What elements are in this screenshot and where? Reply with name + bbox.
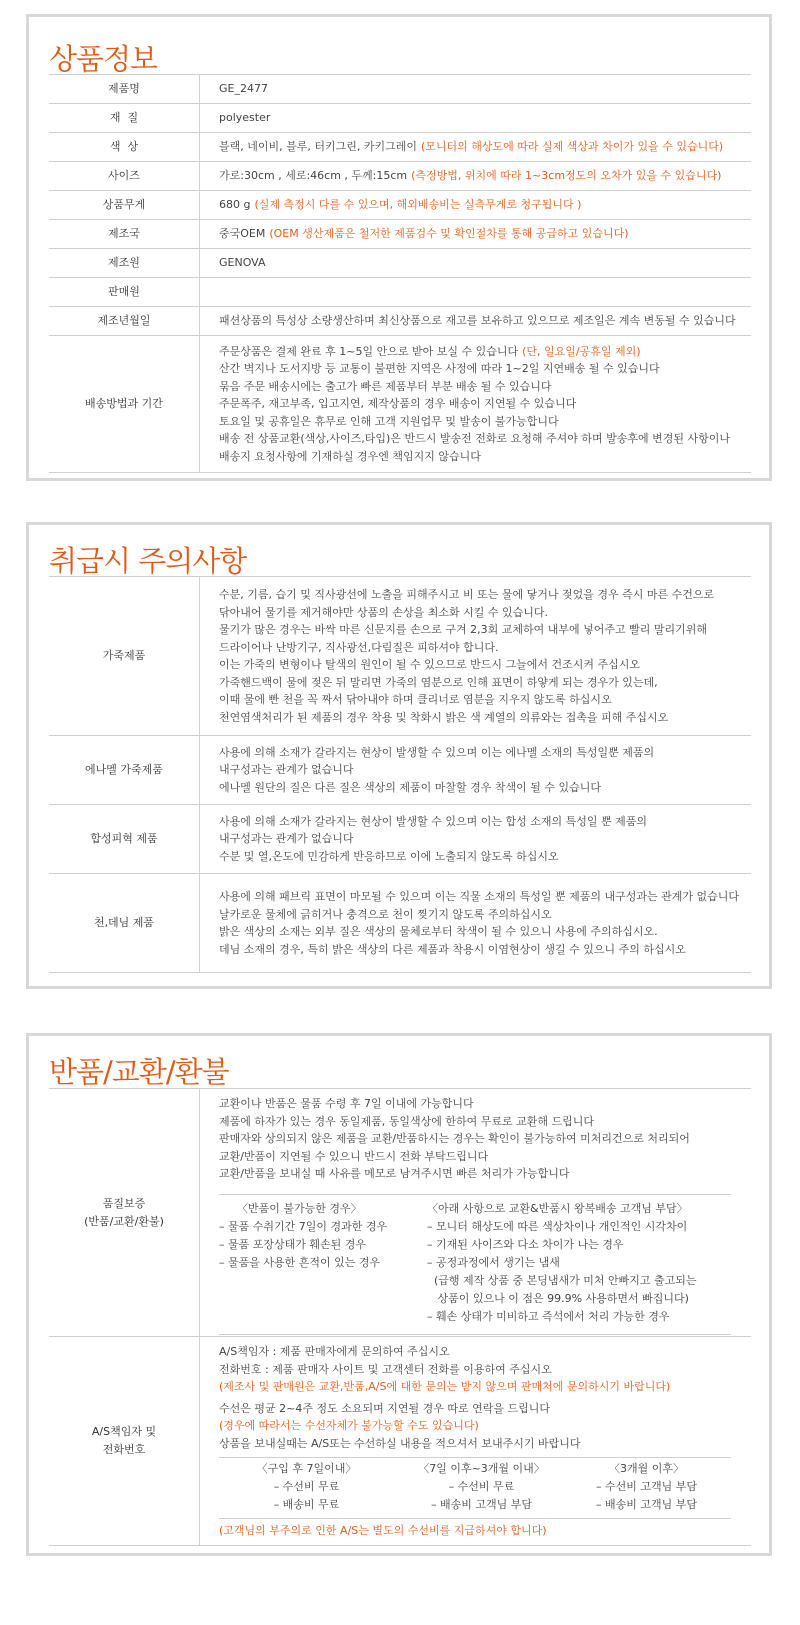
row-label: 합성피혁 제품 [49, 805, 200, 873]
info-row [49, 75, 751, 104]
care-table [49, 576, 751, 973]
as-repair-note: (경우에 따라서는 수선자체가 불가능할 수도 있습니다) [219, 1419, 479, 1432]
divider [219, 1457, 731, 1458]
value-note: (측정방법, 위치에 따라 1~3cm정도의 오차가 있을 수 있습니다) [411, 169, 722, 183]
section-title: 상품정보 [49, 42, 158, 76]
row-value [200, 104, 751, 132]
as-phone: 전화번호 : 제품 판매자 사이트 및 고객센터 전화를 이용하여 주십시오 [219, 1362, 552, 1376]
as-notice: (제조사 및 판매원은 교환,반품,A/S에 대한 문의는 받지 않으며 판매처에 문의하시기 바랍니다) [219, 1380, 671, 1393]
divider [219, 1518, 731, 1519]
row-label: 제품명 [49, 75, 200, 103]
period-repair: – 수선비 무료 [448, 1480, 515, 1493]
care-section [26, 522, 772, 989]
row-value [200, 307, 751, 335]
care-line: 물기가 많은 경우는 바싹 마른 신문지를 손으로 구겨 2,3회 교체하여 내부에 넣어주고 빨리 말리기위해 [219, 623, 707, 636]
care-line: 드라이어나 난방기구, 직사광선,다림질은 피하셔야 합니다. [219, 640, 499, 654]
row-value [200, 1089, 751, 1336]
product-info-table [49, 74, 751, 473]
info-row [49, 249, 751, 278]
value-note: (모니터의 해상도에 따라 실제 색상과 차이가 있을 수 있습니다) [421, 140, 724, 154]
info-row [49, 133, 751, 162]
row-value [200, 75, 751, 103]
care-line: 날카로운 물체에 긁히거나 충격으로 천이 찢기지 않도록 주의하십시오 [219, 907, 552, 921]
care-line: 이때 물에 빤 천을 꼭 짜서 닦아내야 하며 클리너로 염분을 지우지 않도록 하십시오 [219, 693, 612, 706]
row-value [200, 133, 751, 161]
customer-paid-list [427, 1200, 697, 1326]
quality-line: 제품에 하자가 있는 경우 동일제품, 동일색상에 한하여 무료로 교환해 드립니다 [219, 1114, 594, 1128]
condition-item: – 모니터 해상도에 따른 색상차이나 개인적인 시각차이 [427, 1219, 688, 1233]
row-label: 품질보증 (반품/교환/환불) [49, 1089, 200, 1336]
row-value [200, 1337, 751, 1545]
row-label: 사이즈 [49, 162, 200, 190]
value-text: 블랙, 네이비, 블루, 터키그린, 카키그레이 [219, 140, 417, 154]
section-title: 취급시 주의사항 [49, 544, 247, 578]
quality-line: 교환/반품이 지연될 수 있으니 반드시 전화 부탁드립니다 [219, 1149, 489, 1163]
value-text: polyester [219, 111, 271, 125]
row-value [200, 162, 751, 190]
info-row [49, 104, 751, 133]
care-line: 천연염색처리가 된 제품의 경우 착용 및 착화시 밝은 색 계열의 의류와는 접촉을 피해 주십시오 [219, 710, 669, 724]
info-row [49, 307, 751, 336]
shipping-note: (단, 일요일/공휴일 제외) [522, 344, 641, 358]
care-line: 사용에 의해 소재가 갈라지는 현상이 발생할 수 있으며 이는 에나멜 소재의 특성일뿐 제품의 [219, 745, 655, 759]
care-row [49, 874, 751, 973]
care-line: 닦아내어 물기를 제거해야만 상품의 손상을 최소화 시킬 수 있습니다. [219, 605, 548, 619]
care-line: 가죽핸드백이 물에 젖은 뒤 말리면 가죽의 염분으로 인해 표면이 하얗게 되는 경우가 있는데, [219, 675, 658, 689]
period-shipping: – 배송비 무료 [273, 1498, 340, 1511]
period-shipping: – 배송비 고객님 부담 [596, 1498, 697, 1511]
care-line: 밝은 색상의 소재는 외부 질은 색상의 물체로부터 착색이 될 수 있으니 사용에 주의하십시오. [219, 925, 658, 938]
as-footer: (고객님의 부주의로 인한 A/S는 별도의 수선비를 지급하셔야 합니다) [219, 1524, 547, 1537]
condition-item: 상품이 있으나 이 점은 99.9% 사용하면서 빠집니다) [427, 1291, 689, 1305]
condition-item: – 물품 포장상태가 훼손된 경우 [219, 1237, 366, 1251]
as-send-note: 상품을 보내실때는 A/S또는 수선하실 내용을 적으셔서 보내주시기 바랍니다 [219, 1436, 581, 1450]
shipping-line: 산간 벽지나 도서지방 등 교통이 불편한 지역은 사정에 따라 1~2일 지연배송 될 수 있습니다 [219, 362, 660, 376]
care-line: 수분 및 열,온도에 민감하게 반응하므로 이에 노출되지 않도록 하십시오 [219, 849, 559, 863]
as-repair-period: 수선은 평균 2~4주 정도 소요되며 지연될 경우 따로 연락을 드립니다 [219, 1401, 550, 1415]
value-text: GENOVA [219, 256, 266, 270]
quality-line: 교환이나 반품은 물품 수령 후 7일 이내에 가능합니다 [219, 1097, 474, 1110]
value-note: (OEM 생산제품은 철저한 제품검수 및 확인절차를 통해 공급하고 있습니다) [269, 227, 629, 241]
condition-item: – 물품을 사용한 흔적이 있는 경우 [219, 1255, 381, 1269]
care-row [49, 577, 751, 736]
as-manager: A/S책임자 : 제품 판매자에게 문의하여 주십시오 [219, 1345, 450, 1358]
condition-item: – 공정과정에서 생기는 냄새 [427, 1255, 560, 1269]
section-title: 반품/교환/환불 [49, 1055, 229, 1089]
row-value [200, 577, 751, 735]
condition-item: (급행 제작 상품 중 본딩냄새가 미처 안빠지고 출고되는 [427, 1273, 697, 1287]
value-note: (실제 측정시 다를 수 있으며, 해외배송비는 실측무게로 청구됩니다 ) [254, 198, 582, 212]
care-line: 에나멜 원단의 질은 다른 질은 색상의 제품이 마찰할 경우 착색이 될 수 있습니다 [219, 780, 601, 794]
period-title: 〈구입 후 7일이내〉 [256, 1462, 357, 1475]
row-value [200, 736, 751, 804]
condition-item: 〈반품이 불가능한 경우〉 [237, 1201, 362, 1215]
period-title: 〈7일 이후~3개월 이내〉 [418, 1462, 545, 1475]
row-label: 재 질 [49, 104, 200, 132]
row-label: 제조국 [49, 220, 200, 248]
row-label: 가죽제품 [49, 577, 200, 735]
condition-item: – 기재된 사이즈와 다소 차이가 나는 경우 [427, 1237, 624, 1251]
returns-table [49, 1088, 751, 1546]
shipping-line: 배송 전 상품교환(색상,사이즈,타입)은 반드시 발송전 전화로 요청해 주셔야 하며 발송후에 변경된 사항이나 [219, 432, 730, 446]
shipping-line: 주문폭주, 재고부족, 입고지연, 제작상품의 경우 배송이 지연될 수 있습니다 [219, 397, 577, 411]
info-row [49, 220, 751, 249]
value-text: 680 g [219, 198, 251, 212]
row-value [200, 336, 751, 472]
shipping-line: 묶음 주문 배송시에는 출고가 빠른 제품부터 부분 배송 될 수 있습니다 [219, 379, 552, 393]
non-returnable-list [219, 1200, 427, 1326]
row-label: A/S책임자 및 전화번호 [49, 1337, 200, 1545]
row-value [200, 191, 751, 219]
care-line: 이는 가죽의 변형이나 탈색의 원인이 될 수 있으므로 반드시 그늘에서 건조시켜 주십시오 [219, 658, 640, 671]
period-title: 〈3개월 이후〉 [609, 1462, 684, 1475]
quality-line: 교환/반품을 보내실 때 사유를 메모로 남겨주시면 빠른 처리가 가능합니다 [219, 1167, 570, 1180]
info-row [49, 278, 751, 307]
quality-row [49, 1089, 751, 1337]
divider [219, 1334, 731, 1335]
period-column [394, 1460, 569, 1514]
row-label: 천,데님 제품 [49, 874, 200, 972]
row-value [200, 805, 751, 873]
shipping-line: 배송지 요청사항에 기재하실 경우엔 책임지지 않습니다 [219, 449, 481, 463]
as-row [49, 1337, 751, 1546]
row-label: 색 상 [49, 133, 200, 161]
divider [219, 1194, 731, 1195]
care-line: 내구성과는 관계가 없습니다 [219, 832, 354, 846]
condition-item: 〈아래 사항으로 교환&반품시 왕복배송 고객님 부담〉 [427, 1201, 688, 1215]
care-line: 내구성과는 관계가 없습니다 [219, 763, 354, 777]
care-line: 사용에 의해 패브릭 표면이 마모될 수 있으며 이는 직물 소재의 특성일 뿐 제품의 내구성과는 관계가 없습니다 [219, 890, 739, 903]
row-label: 배송방법과 기간 [49, 336, 200, 472]
care-line: 수분, 기름, 습기 및 직사광선에 노출을 피해주시고 비 또는 물에 닿거나 젖었을 경우 즉시 마른 수건으로 [219, 588, 715, 601]
row-label: 에나멜 가죽제품 [49, 736, 200, 804]
quality-line: 판매자와 상의되지 않은 제품을 교환/반품하시는 경우는 확인이 불가능하여 미처리건으로 처리되어 [219, 1132, 690, 1145]
shipping-row [49, 336, 751, 473]
info-row [49, 191, 751, 220]
shipping-text: 주문상품은 결제 완료 후 1~5일 안으로 받아 보실 수 있습니다 [219, 344, 519, 358]
info-row [49, 162, 751, 191]
period-repair: – 수선비 고객님 부담 [596, 1480, 697, 1493]
care-row [49, 736, 751, 805]
value-text: 패션상품의 특성상 소량생산하며 최신상품으로 재고를 보유하고 있으므로 제조일은 계속 변동될 수 있습니다 [219, 314, 736, 328]
row-label: 판매원 [49, 278, 200, 306]
care-row [49, 805, 751, 874]
row-label: 제조년월일 [49, 307, 200, 335]
row-value [200, 249, 751, 277]
row-label: 제조원 [49, 249, 200, 277]
condition-item: – 물품 수취기간 7일이 경과한 경우 [219, 1219, 388, 1233]
return-conditions [219, 1200, 751, 1326]
period-shipping: – 배송비 고객님 부담 [431, 1498, 532, 1511]
value-text: GE_2477 [219, 82, 268, 96]
condition-item: – 훼손 상태가 미비하고 즉석에서 처리 가능한 경우 [427, 1309, 670, 1323]
care-line: 사용에 의해 소재가 갈라지는 현상이 발생할 수 있으며 이는 합성 소재의 특성일 뿐 제품의 [219, 814, 647, 828]
row-value [200, 874, 751, 972]
product-info-section [26, 14, 772, 481]
row-value [200, 220, 751, 248]
value-text: 중국OEM [219, 227, 266, 241]
row-label: 상품무게 [49, 191, 200, 219]
period-column [569, 1460, 724, 1514]
repair-cost-table [219, 1460, 751, 1514]
shipping-line: 토요일 및 공휴일은 휴무로 인해 고객 지원업무 및 발송이 불가능합니다 [219, 414, 559, 428]
period-repair: – 수선비 무료 [273, 1480, 340, 1493]
period-column [219, 1460, 394, 1514]
shipping-line [219, 343, 751, 361]
returns-section [26, 1033, 772, 1556]
care-line: 데님 소재의 경우, 특히 밝은 색상의 다른 제품과 착용시 이염현상이 생길 수 있으니 주의 하십시오 [219, 942, 686, 956]
value-text: 가로:30cm , 세로:46cm , 두께:15cm [219, 169, 408, 183]
row-value [200, 278, 751, 306]
